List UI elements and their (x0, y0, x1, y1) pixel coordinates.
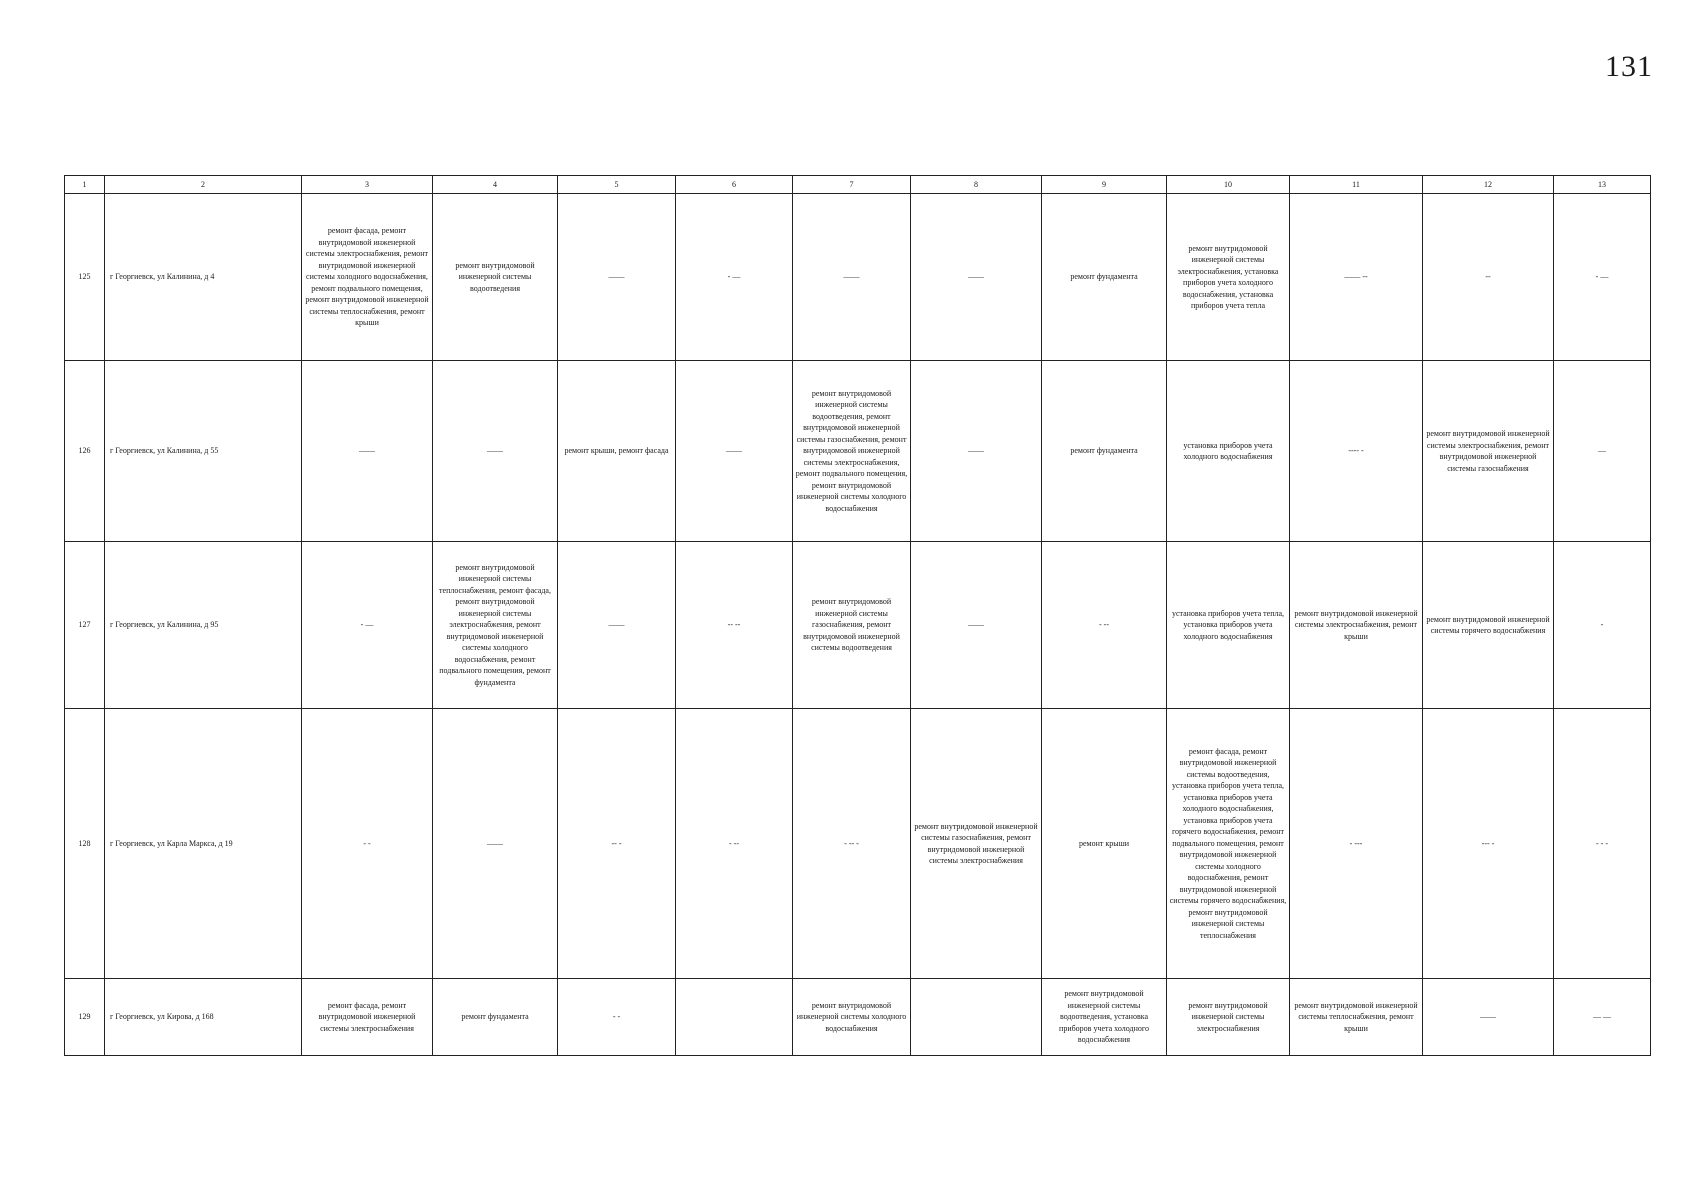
table-cell: —— (302, 361, 433, 542)
header-cell: 3 (302, 176, 433, 194)
table-cell: ремонт внутридомовой инженерной системы холодного водоснабжения (793, 979, 911, 1056)
table-cell: - --- (1290, 709, 1423, 979)
table-cell: - — (302, 542, 433, 709)
table-row (65, 194, 1651, 361)
table-cell: -- - (558, 709, 676, 979)
header-cell: 13 (1554, 176, 1651, 194)
table-cell: —— (558, 194, 676, 361)
table-cell: ремонт фасада, ремонт внутридомовой инженерной системы электроснабжения, ремонт внутридомовой инженерной системы холодного водоснабжения, ремонт подвального помещения, ремонт внутридомовой инженерной системы теплоснабжения, ремонт крыши (302, 194, 433, 361)
table-cell: ремонт внутридомовой инженерной системы электроснабжения, ремонт крыши (1290, 542, 1423, 709)
row-number: 126 (65, 361, 105, 542)
table-cell: - - - (1554, 709, 1651, 979)
table-cell: —— (676, 361, 793, 542)
row-number: 127 (65, 542, 105, 709)
row-number: 125 (65, 194, 105, 361)
table-cell: - - (302, 709, 433, 979)
table-row (65, 979, 1651, 1056)
table-cell: - (1554, 542, 1651, 709)
table-cell: ремонт фасада, ремонт внутридомовой инженерной системы электроснабжения (302, 979, 433, 1056)
table-cell (911, 979, 1042, 1056)
table-cell: ремонт внутридомовой инженерной системы электроснабжения, установка приборов учета холодного водоснабжения, установка приборов учета тепла (1167, 194, 1290, 361)
table-cell: - - (558, 979, 676, 1056)
row-number: 129 (65, 979, 105, 1056)
header-cell: 11 (1290, 176, 1423, 194)
table-cell: ремонт фундамента (1042, 194, 1167, 361)
table-cell: установка приборов учета тепла, установка приборов учета холодного водоснабжения (1167, 542, 1290, 709)
table-cell: - — (676, 194, 793, 361)
table-cell: ремонт фундамента (1042, 361, 1167, 542)
table-cell: ремонт крыши, ремонт фасада (558, 361, 676, 542)
table-cell: ремонт фасада, ремонт внутридомовой инженерной системы водоотведения, установка приборов учета тепла, установка приборов учета холодного водоснабжения, установка приборов учета горячего водоснабжения, ремонт подвального помещения, ремонт внутридомовой инженерной системы холодного водоснабжения, ремонт внутридомовой инженерной системы горячего водоснабжения, ремонт внутридомовой инженерной системы теплоснабжения (1167, 709, 1290, 979)
table-cell: ремонт внутридомовой инженерной системы водоотведения, установка приборов учета холодного водоснабжения (1042, 979, 1167, 1056)
header-cell: 2 (105, 176, 302, 194)
header-cell: 7 (793, 176, 911, 194)
table-cell: —— -- (1290, 194, 1423, 361)
address-cell: г Георгиевск, ул Калинина, д 95 (105, 542, 302, 709)
table-cell: -- (1423, 194, 1554, 361)
table-cell: ремонт внутридомовой инженерной системы теплоснабжения, ремонт фасада, ремонт внутридомовой инженерной системы электроснабжения, ремонт внутридомовой инженерной системы холодного водоснабжения, ремонт подвального помещения, ремонт фундамента (433, 542, 558, 709)
column-number-header-row (65, 176, 1651, 194)
table-cell: —— (1423, 979, 1554, 1056)
table-row (65, 709, 1651, 979)
header-cell: 8 (911, 176, 1042, 194)
table-cell: ---- - (1290, 361, 1423, 542)
header-cell: 5 (558, 176, 676, 194)
table-cell: -- -- (676, 542, 793, 709)
table-cell: —— (558, 542, 676, 709)
table-cell: —— (793, 194, 911, 361)
row-number: 128 (65, 709, 105, 979)
table-cell: ремонт внутридомовой инженерной системы электроснабжения (1167, 979, 1290, 1056)
table-cell: —— (911, 194, 1042, 361)
table-row (65, 542, 1651, 709)
table-cell: ремонт фундамента (433, 979, 558, 1056)
table-row (65, 361, 1651, 542)
table-cell: ремонт внутридомовой инженерной системы газоснабжения, ремонт внутридомовой инженерной системы водоотведения (793, 542, 911, 709)
header-cell: 1 (65, 176, 105, 194)
repair-schedule-table (64, 175, 1651, 1056)
table-cell: —— (433, 361, 558, 542)
table-cell: установка приборов учета холодного водоснабжения (1167, 361, 1290, 542)
table-cell: ремонт внутридомовой инженерной системы водоотведения, ремонт внутридомовой инженерной системы газоснабжения, ремонт внутридомовой инженерной системы электроснабжения, ремонт подвального помещения, ремонт внутридомовой инженерной системы холодного водоснабжения (793, 361, 911, 542)
table-cell: ремонт внутридомовой инженерной системы электроснабжения, ремонт внутридомовой инженерной системы газоснабжения (1423, 361, 1554, 542)
address-cell: г Георгиевск, ул Кирова, д 168 (105, 979, 302, 1056)
table-cell: — (1554, 361, 1651, 542)
header-cell: 12 (1423, 176, 1554, 194)
table-cell: ремонт внутридомовой инженерной системы горячего водоснабжения (1423, 542, 1554, 709)
table-cell: - -- (676, 709, 793, 979)
table-cell: —— (911, 542, 1042, 709)
table-cell: — — (1554, 979, 1651, 1056)
table-cell: - — (1554, 194, 1651, 361)
header-cell: 9 (1042, 176, 1167, 194)
header-cell: 10 (1167, 176, 1290, 194)
table-cell: - -- - (793, 709, 911, 979)
address-cell: г Георгиевск, ул Калинина, д 55 (105, 361, 302, 542)
table-cell: —— (433, 709, 558, 979)
page-number: 131 (1605, 50, 1653, 83)
table-cell (676, 979, 793, 1056)
table-cell: ремонт крыши (1042, 709, 1167, 979)
header-cell: 6 (676, 176, 793, 194)
table-cell: --- - (1423, 709, 1554, 979)
table-cell: ремонт внутридомовой инженерной системы водоотведения (433, 194, 558, 361)
table-cell: ремонт внутридомовой инженерной системы теплоснабжения, ремонт крыши (1290, 979, 1423, 1056)
header-cell: 4 (433, 176, 558, 194)
table-cell: - -- (1042, 542, 1167, 709)
address-cell: г Георгиевск, ул Калинина, д 4 (105, 194, 302, 361)
table-cell: —— (911, 361, 1042, 542)
table-cell: ремонт внутридомовой инженерной системы газоснабжения, ремонт внутридомовой инженерной системы электроснабжения (911, 709, 1042, 979)
address-cell: г Георгиевск, ул Карла Маркса, д 19 (105, 709, 302, 979)
